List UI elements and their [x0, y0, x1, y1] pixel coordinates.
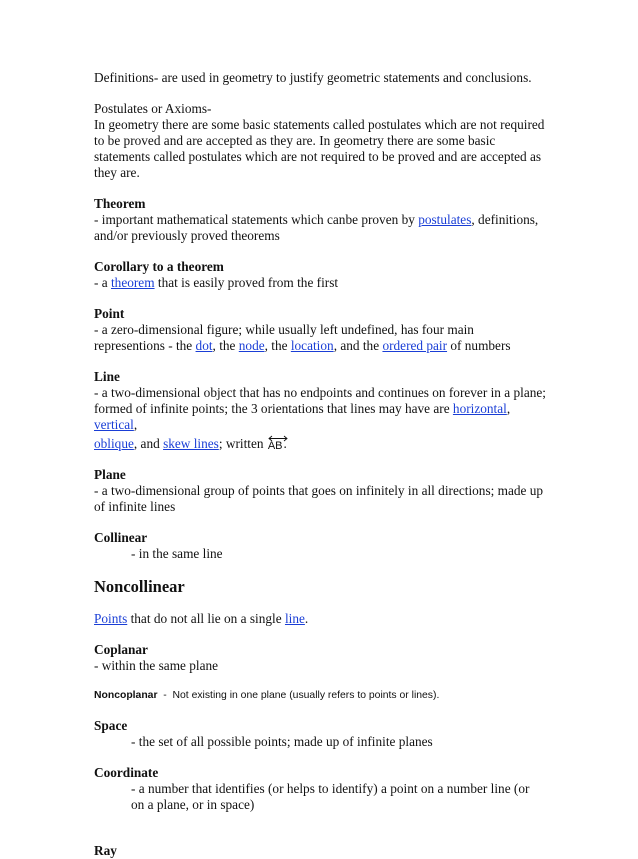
point-text-after: of numbers: [447, 338, 511, 353]
space-body: - the set of all possible points; made up of infinite planes: [131, 734, 433, 749]
line-sep: ,: [133, 417, 138, 432]
coordinate-heading: Coordinate: [94, 765, 159, 780]
double-arrow-icon: [267, 435, 289, 442]
collinear-heading: Collinear: [94, 530, 148, 545]
line-notation-label: AB: [267, 440, 283, 452]
theorem-link[interactable]: theorem: [110, 275, 155, 290]
line-section: [94, 369, 546, 452]
corollary-text-after: that is easily proved from the first: [154, 275, 339, 290]
corollary-text: - a: [94, 275, 111, 290]
line-text: - a two-dimensional object that has no endpoints and continues on forever in a plane; formed of infinite points; the 3 orientations that lines may have are: [94, 385, 546, 416]
collinear-body: - in the same line: [131, 546, 223, 561]
coordinate-section: [94, 765, 546, 813]
plane-body: - a two-dimensional group of points that goes on infinitely in all directions; made up of infinite lines: [94, 483, 544, 514]
line-end: .: [283, 436, 287, 451]
theorem-body: [94, 212, 546, 244]
noncollinear-heading: Noncollinear: [94, 577, 185, 596]
noncollinear-body: [94, 611, 546, 627]
space-section: [94, 718, 546, 750]
point-sep: , the: [264, 338, 291, 353]
line-notation: [267, 435, 284, 452]
space-heading: Space: [94, 718, 128, 733]
dot-link[interactable]: dot: [195, 338, 213, 353]
postulates-link[interactable]: postulates: [418, 212, 472, 227]
line-body-continued: [94, 435, 546, 452]
noncoplanar-heading: Noncoplanar: [94, 690, 158, 701]
points-link[interactable]: Points: [94, 611, 128, 626]
point-section: [94, 306, 546, 354]
point-sep: , and the: [333, 338, 383, 353]
line-body: [94, 385, 546, 433]
noncollinear-end: .: [304, 611, 309, 626]
node-link[interactable]: node: [238, 338, 265, 353]
postulates-section: [94, 101, 546, 181]
point-text: - a zero-dimensional figure; while usually left undefined, has four main representions - the: [94, 322, 474, 353]
coordinate-body: - a number that identifies (or helps to identify) a point on a number line (or on a plane, or in space): [131, 781, 530, 812]
definitions-text: Definitions- are used in geometry to justify geometric statements and conclusions.: [94, 70, 532, 85]
theorem-text-after: , definitions, and/or previously proved theorems: [94, 212, 539, 243]
noncoplanar-body: - Not existing in one plane (usually refers to points or lines).: [157, 690, 440, 701]
collinear-section: [94, 530, 546, 562]
noncoplanar-section: [94, 689, 546, 703]
coplanar-section: [94, 642, 546, 674]
plane-section: [94, 467, 546, 515]
theorem-section: [94, 196, 546, 244]
line-written-text: ; written: [218, 436, 267, 451]
line-sep: ,: [506, 401, 511, 416]
location-link[interactable]: location: [290, 338, 334, 353]
line-sep: , and: [133, 436, 164, 451]
coplanar-heading: Coplanar: [94, 642, 148, 657]
coplanar-body: - within the same plane: [94, 658, 219, 673]
theorem-heading: Theorem: [94, 196, 146, 211]
point-sep: , the: [212, 338, 239, 353]
horizontal-link[interactable]: horizontal: [452, 401, 507, 416]
ordered-pair-link[interactable]: ordered pair: [382, 338, 448, 353]
skew-lines-link[interactable]: skew lines: [163, 436, 219, 451]
ray-heading: Ray: [94, 843, 117, 858]
corollary-body: [94, 275, 546, 291]
theorem-text: - important mathematical statements which canbe proven by: [94, 212, 419, 227]
line-link[interactable]: line: [284, 611, 305, 626]
point-body: [94, 322, 546, 354]
noncollinear-text: that do not all lie on a single: [127, 611, 285, 626]
line-heading: Line: [94, 369, 120, 384]
plane-heading: Plane: [94, 467, 126, 482]
postulates-heading: Postulates or Axioms-: [94, 101, 212, 116]
corollary-heading: Corollary to a theorem: [94, 259, 224, 274]
oblique-link[interactable]: oblique: [94, 436, 134, 451]
vertical-link[interactable]: vertical: [94, 417, 134, 432]
corollary-section: [94, 259, 546, 291]
postulates-body: In geometry there are some basic statements called postulates which are not required to be proved and are accepted as they are. In geometry there are some basic statements called postulates which are not required to be proved and are accepted as they are.: [94, 117, 545, 180]
point-heading: Point: [94, 306, 125, 321]
